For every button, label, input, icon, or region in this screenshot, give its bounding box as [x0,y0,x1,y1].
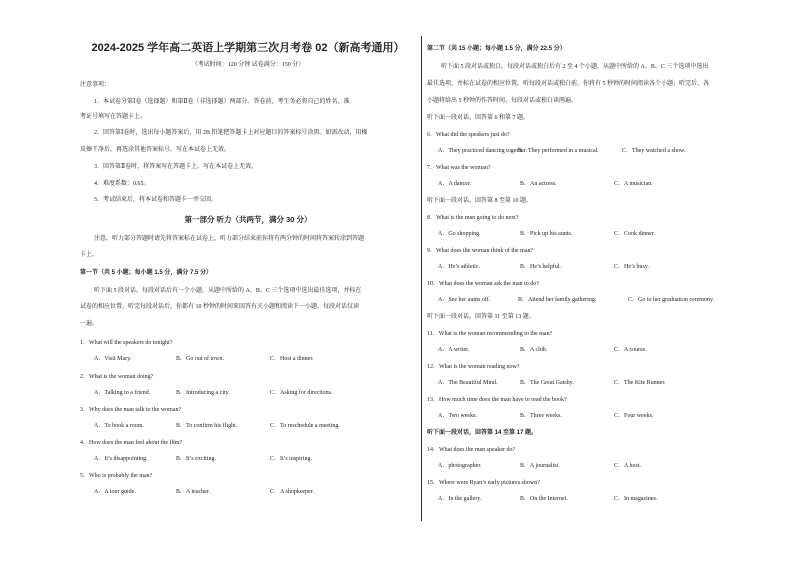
answer-options [438,462,758,470]
question-text: 1．What will the speakers do tonight? [80,340,173,346]
dialogue-lead: 听下面一段对话，回答第 14 至第 17 题。 [427,430,538,436]
answer-options [438,412,758,420]
option-b[interactable]: B．On the Internet. [520,496,568,502]
option-b[interactable]: B．A club. [520,347,548,353]
section1-intro-line: 听下面 5 段对话。每段对话后有一个小题，从题中所给的 A、B、C 三个选项中选出最佳选项，并标在 [94,288,362,294]
option-b[interactable]: B．The Great Gatsby. [520,380,574,386]
option-a[interactable]: A．A writer. [438,347,470,353]
option-c[interactable]: C．A host. [614,463,642,469]
dialogue-lead: 听下面一段对话，回答第 11 至第 13 题。 [427,314,535,320]
answer-options [94,389,414,397]
option-a[interactable]: A．photographer. [438,463,482,469]
answer-options [438,495,758,503]
notes-heading: 注意事项： [80,82,111,88]
answer-options [438,147,758,155]
question-text: 4．How does the man feel about the film? [80,440,183,446]
option-a[interactable]: A．Talking to a friend. [94,390,151,396]
answer-options [438,296,758,304]
note-line: 2．回答第Ⅰ卷时，选出每小题答案后，用 2B 铅笔把答题卡上对应题目的答案标号涂黑。如需改动，用橡 [94,130,368,136]
option-b[interactable]: B．Introducing a city. [176,390,230,396]
part1-intro-line: 卡上。 [80,252,99,258]
question-text: 11．What is the woman recommending to the man? [427,331,553,337]
section2-intro-line: 小题将给出 5 秒钟的作答时间。每段对话或独白读两遍。 [427,98,578,104]
option-b[interactable]: B．Attend her family gathering. [518,297,597,303]
option-b[interactable]: B．Go out of town. [176,356,225,362]
option-a[interactable]: A．In the gallery. [438,496,482,502]
question-text: 2．What is the woman doing? [80,374,154,380]
exam-info: （考试时间：120 分钟 试卷满分：150 分） [191,62,305,68]
section1-title: 第一节（共 5 小题；每小题 1.5 分，满分 7.5 分） [80,270,213,276]
option-a[interactable]: A．Two weeks. [438,413,477,419]
section1-intro-line: 试卷的相应位置。听完每段对话后，你都有 10 秒钟的时间来回答有关小题和阅读下一小题。每段对话仅读 [80,304,360,310]
answer-options [94,422,414,430]
option-b[interactable]: B．He’s helpful. [520,264,561,270]
note-line: 5．考试结束后，将本试卷和答题卡一并交回。 [94,197,218,203]
section2-title: 第二节（共 15 小题；每小题 1.5 分，满分 22.5 分） [427,46,566,52]
option-c[interactable]: C．It’s inspiring. [270,456,313,462]
answer-options [438,263,758,271]
question-text: 10．What does the woman ask the man to do? [427,281,539,287]
option-c[interactable]: C．A course. [614,347,647,353]
answer-options [438,180,758,188]
option-c[interactable]: C．A musician. [614,181,653,187]
option-c[interactable]: C．Go to her graduation ceremony. [628,297,715,303]
part1-intro-line: 注意，听力部分答题时请先将答案标在试卷上，听力部分结束前你将有两分钟的时间将答案转涂到答题 [94,236,365,242]
question-text: 15．Where were Ryan’s early pictures shown? [427,480,540,486]
option-b[interactable]: B．A journalist. [520,463,560,469]
column-divider [421,36,422,521]
note-line: 4．难度系数：0.65。 [94,181,150,187]
question-text: 5．Who is probably the man? [80,473,153,479]
question-text: 7．What was the woman? [427,165,491,171]
option-c[interactable]: C．Asking for directions. [270,390,333,396]
option-c[interactable]: C．He’s busy. [614,264,649,270]
question-text: 3．Why does the man talk to the woman? [80,407,182,413]
note-line: 考证号填写在答题卡上。 [80,114,147,120]
section1-intro-line: 一遍。 [80,321,99,327]
question-text: 12．What is the woman reading now? [427,364,520,370]
answer-options [94,355,414,363]
option-a[interactable]: A．They practiced dancing together. [438,148,527,154]
option-c[interactable]: C．To reschedule a meeting. [270,423,340,429]
question-text: 9．What does the woman think of the man? [427,248,534,254]
answer-options [438,379,758,387]
note-line: 1．本试卷分第Ⅰ卷（选择题）和第Ⅱ卷（非选择题）两部分。答卷前，考生务必将自己的姓名、准 [94,99,350,105]
option-c[interactable]: C．In magazines. [614,496,658,502]
part1-title: 第一部分 听力（共两节，满分 30 分） [184,215,312,224]
option-b[interactable]: B．An actress. [520,181,557,187]
option-b[interactable]: B．To confirm his flight. [176,423,238,429]
option-b[interactable]: B．A teacher. [176,489,210,495]
note-line: 皮擦干净后，再选涂其他答案标号。写在本试卷上无效。 [80,147,231,153]
page-title: 2024-2025 学年高二英语上学期第三次月考卷 02（新高考通用） [91,42,405,54]
option-a[interactable]: A．Visit Mary. [94,356,132,362]
answer-options [94,455,414,463]
dialogue-lead: 听下面一段对话，回答第 6 和第 7 题。 [427,115,530,121]
option-b[interactable]: B．It’s exciting. [176,456,216,462]
section2-intro-line: 听下面 5 段对话或独白。每段对话或独白后有 2 至 4 个小题，从题中所给的 A、B、C 三个选项中选出 [441,64,709,70]
question-text: 8．What is the man going to do next? [427,215,519,221]
option-c[interactable]: C．Four weeks. [614,413,654,419]
question-text: 6．What did the speakers just do? [427,132,510,138]
answer-options [94,488,414,496]
option-c[interactable]: C．They watched a show. [622,148,686,154]
question-text: 14．What does the man speaker do? [427,447,516,453]
option-a[interactable]: A．Go shopping. [438,231,481,237]
option-a[interactable]: A．The Beautiful Mind. [438,380,498,386]
question-text: 13．How much time does the man have to read the book? [427,397,567,403]
answer-options [438,346,758,354]
note-line: 3．回答第Ⅱ卷时，将答案写在答题卡上。写在本试卷上无效。 [94,164,258,170]
option-b[interactable]: B．Pick up his aunts. [520,231,573,237]
option-c[interactable]: C．The Kite Runner. [614,380,666,386]
option-a[interactable]: A．To book a room. [94,423,144,429]
dialogue-lead: 听下面一段对话，回答第 8 至第 10 题。 [427,198,533,204]
option-b[interactable]: B．Three weeks. [520,413,562,419]
option-a[interactable]: A．A tour guide. [94,489,136,495]
option-a[interactable]: A．He’s athletic. [438,264,480,270]
option-c[interactable]: C．Cook dinner. [614,231,656,237]
answer-options [438,230,758,238]
option-b[interactable]: B．They performed in a musical. [518,148,599,154]
option-a[interactable]: A．A dancer. [438,181,471,187]
section2-intro-line: 最佳选项，并标在试卷的相应位置。听每段对话或独白前，你将有 5 秒钟的时间阅读各个小题；听完后，各 [427,81,710,87]
option-a[interactable]: A．It’s disappointing. [94,456,148,462]
option-a[interactable]: A．See her aunts off. [438,297,491,303]
option-c[interactable]: C．A shopkeeper. [270,489,314,495]
option-c[interactable]: C．Host a dinner. [270,356,314,362]
